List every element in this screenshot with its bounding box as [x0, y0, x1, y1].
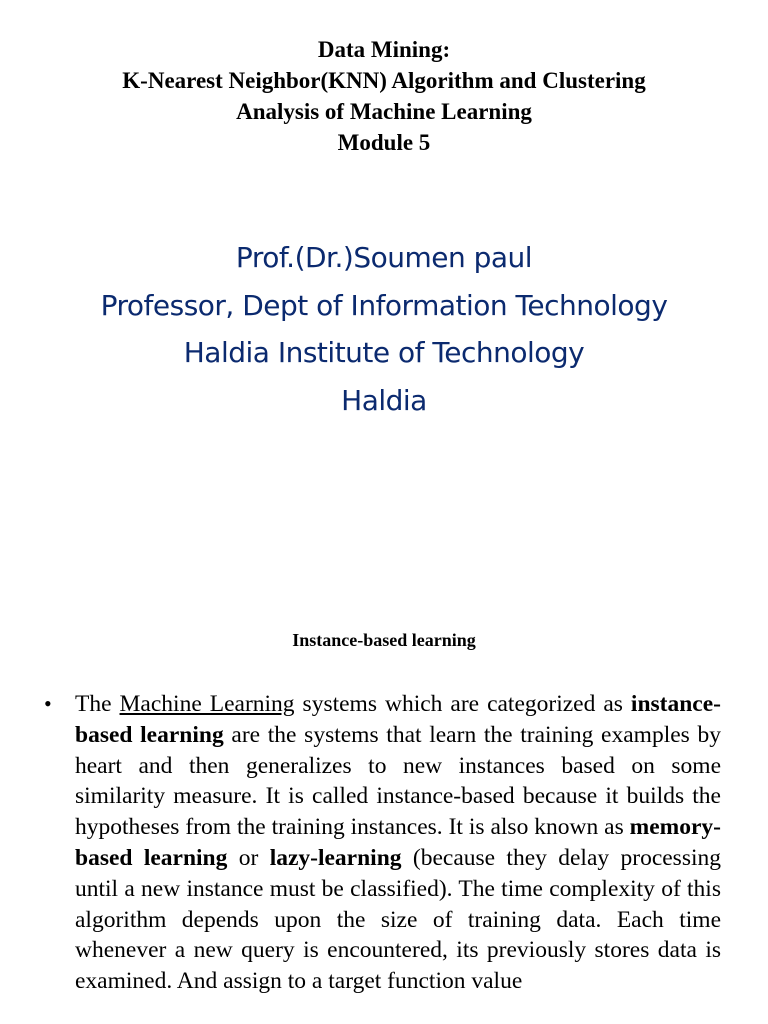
title-line-4: Module 5 — [337, 130, 431, 155]
bullet-icon: • — [44, 691, 52, 716]
document-title — [0, 34, 768, 158]
paragraph-text: systems which are categorized as — [294, 691, 631, 717]
paragraph-text: are the systems that learn the training examples by heart and then generalizes to new instances based on some similarity measure. It is called instance-based because it builds the hypotheses from the training instances. It is also known as — [75, 721, 721, 841]
paragraph-text: or — [227, 844, 270, 871]
title-line-2: K-Nearest Neighbor(KNN) Algorithm and Clustering — [122, 68, 646, 93]
list-item — [44, 689, 721, 997]
author-position: Professor, Dept of Information Technology — [100, 288, 668, 322]
emphasis-term: instance-based learning — [75, 691, 721, 748]
emphasis-term: lazy-learning — [269, 844, 402, 871]
bullet-list — [0, 689, 768, 997]
author-institute: Haldia Institute of Technology — [183, 336, 585, 369]
title-line-1: Data Mining: — [317, 37, 451, 62]
section-heading: Instance-based learning — [292, 630, 476, 650]
paragraph-text: The — [75, 691, 120, 717]
author-name: Prof.(Dr.)Soumen paul — [235, 241, 533, 274]
author-city: Haldia — [341, 383, 427, 417]
machine-learning-link[interactable]: Machine Learning — [119, 691, 295, 717]
paragraph-text: (because they delay processing until a new instance must be classified). The time complexity of this algorithm depends upon the size of training data. Each time whenever a new query is encountered, its previously stores data is examined. And assign to a target function value — [75, 844, 721, 995]
emphasis-term: memory-based learning — [75, 814, 721, 871]
author-info — [0, 234, 768, 424]
title-line-3: Analysis of Machine Learning — [236, 99, 532, 124]
